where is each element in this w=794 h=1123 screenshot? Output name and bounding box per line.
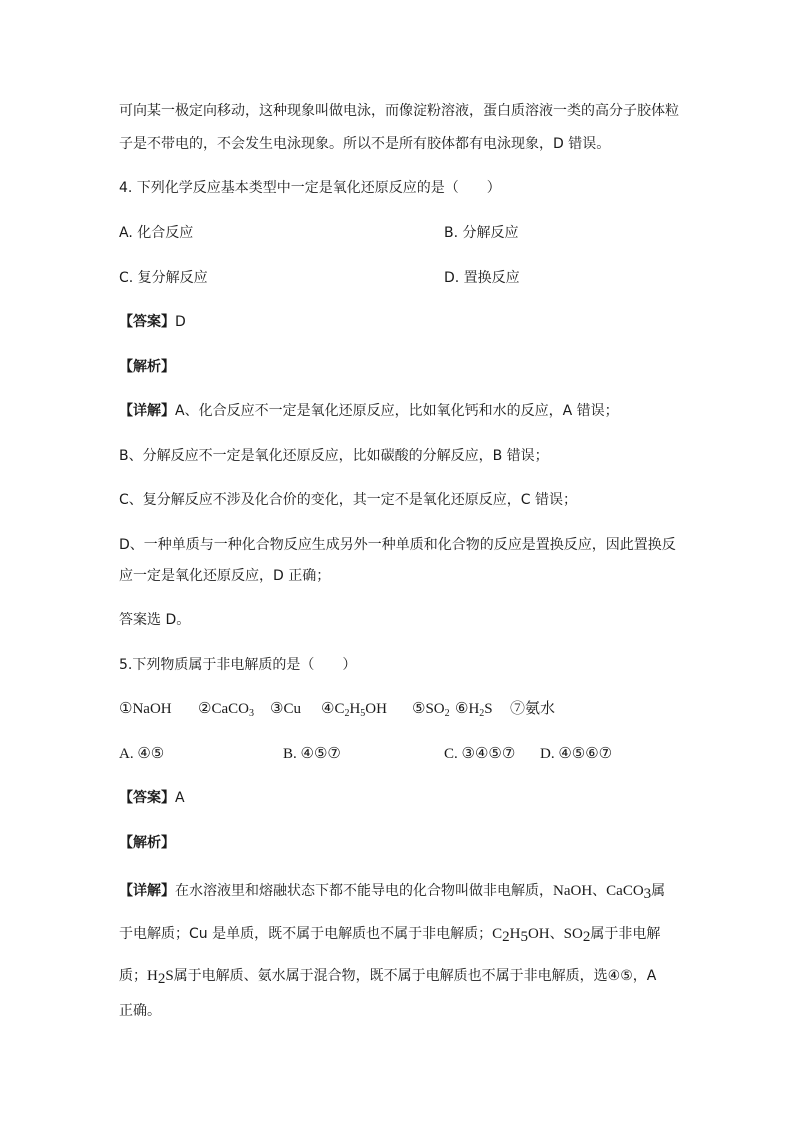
q5-substance-2: ②CaCO$_3$ <box>198 701 254 719</box>
q5-detail-line-3: 质；$H_2S$属于电解质、氨水属于混合物，既不属于电解质也不属于非电解质，选④⑤，A <box>119 968 657 987</box>
q5-option-a: A. ④⑤ <box>119 746 165 762</box>
q4-option-b: B. 分解反应 <box>444 225 519 241</box>
q4-detail-d-line-2: 应一定是氧化还原反应，D 正确； <box>119 568 331 584</box>
q4-detail-b: B、分解反应不一定是氧化还原反应，比如碳酸的分解反应，B 错误； <box>119 448 549 464</box>
q4-detail-c: C、复分解反应不涉及化合价的变化，其一定不是氧化还原反应，C 错误； <box>119 492 577 508</box>
q5-answer <box>119 788 185 808</box>
q5-detail-line-1: 【详解】在水溶液里和熔融状态下都不能导电的化合物叫做非电解质，NaOH、CaCO$_3$属 <box>119 883 666 902</box>
q4-question: 4. 下列化学反应基本类型中一定是氧化还原反应的是（ ） <box>119 180 501 196</box>
q5-option-b: B. ④⑤⑦ <box>283 746 341 762</box>
detail-tag: 【详解】 <box>119 403 175 419</box>
q5-substance-3: ③Cu <box>270 701 301 717</box>
q5-substance-4: $④C_2H_5OH$ <box>321 701 387 719</box>
q5-substance-7: ⑦氨水 <box>510 701 556 717</box>
q5-option-d: D. ④⑤⑥⑦ <box>540 746 613 762</box>
q4-conclusion: 答案选 D。 <box>119 612 191 628</box>
intro-line-2: 子是不带电的，不会发生电泳现象。所以不是所有胶体都有电泳现象，D 错误。 <box>119 136 611 152</box>
answer-value: A <box>175 790 185 806</box>
detail-tag: 【详解】 <box>119 883 175 899</box>
detail-text: A、化合反应不一定是氧化还原反应，比如氧化钙和水的反应，A 错误； <box>175 403 619 419</box>
q4-detail-a <box>119 401 619 421</box>
q4-option-d: D. 置换反应 <box>444 270 520 286</box>
q4-analysis-tag: 【解析】 <box>119 359 175 375</box>
answer-tag: 【答案】 <box>119 314 175 330</box>
answer-tag: 【答案】 <box>119 790 175 806</box>
q5-substance-5: $⑤SO_2$ <box>412 701 450 719</box>
q4-answer <box>119 312 186 332</box>
q5-detail-line-2: 于电解质；Cu 是单质，既不属于电解质也不属于非电解质；$C_2H_5OH$、$SO_2$属于非电解 <box>119 926 661 945</box>
q4-option-c: C. 复分解反应 <box>119 270 208 286</box>
q5-option-c: C. ③④⑤⑦ <box>444 746 516 762</box>
intro-line-1: 可向某一极定向移动，这种现象叫做电泳，而像淀粉溶液，蛋白质溶液一类的高分子胶体粒 <box>119 103 679 119</box>
q4-detail-d-line-1: D、一种单质与一种化合物反应生成另外一种单质和化合物的反应是置换反应，因此置换反 <box>119 537 676 553</box>
q5-substance-6: $⑥H_2S$ <box>455 701 493 719</box>
q5-detail-line-4: 正确。 <box>119 1003 161 1019</box>
q5-question: 5.下列物质属于非电解质的是（ ） <box>119 657 357 673</box>
q5-substance-1: ①NaOH <box>119 701 172 717</box>
q4-option-a: A. 化合反应 <box>119 225 194 241</box>
answer-value: D <box>175 314 186 330</box>
q5-analysis-tag: 【解析】 <box>119 835 175 851</box>
